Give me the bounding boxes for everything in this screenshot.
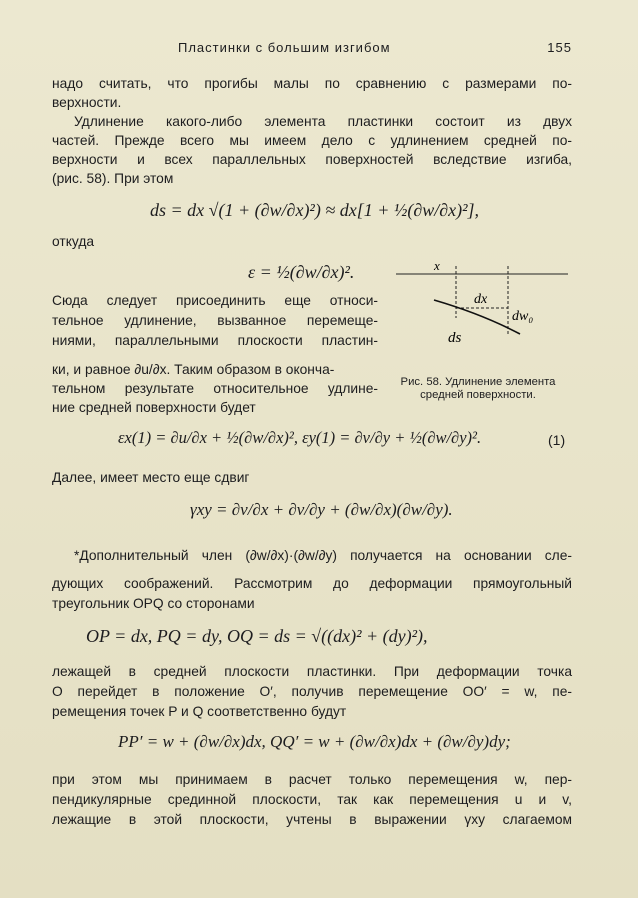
- label-ds: ds: [448, 330, 462, 346]
- label-dw: dw₀: [512, 309, 534, 324]
- text-line: O перейдет в положение O′, получив перемещение OO′ = w, пе-: [52, 684, 572, 699]
- running-title: Пластинки с большим изгибом: [178, 40, 391, 55]
- footnote-line: *Дополнительный член (∂w/∂x)·(∂w/∂y) получается на основании сле-: [74, 548, 572, 563]
- text-line: частей. Прежде всего мы имеем дело с удлинением средней по-: [52, 133, 572, 148]
- text-line: тельное удлинение, вызванное перемеще-: [52, 313, 378, 328]
- equation-displacements: PP′ = w + (∂w/∂x)dx, QQ′ = w + (∂w/∂x)dx + (∂w/∂y)dy;: [118, 732, 511, 751]
- text-line: пендикулярные срединной плоскости, так как перемещения u и v,: [52, 792, 572, 807]
- text-line: (рис. 58). При этом: [52, 171, 174, 186]
- equation-number: (1): [548, 432, 566, 448]
- text-line: Удлинение какого-либо элемента пластинки состоит из двух: [74, 114, 572, 129]
- text-line: при этом мы принимаем в расчет только перемещения w, пер-: [52, 772, 572, 787]
- equation-ds: ds = dx √(1 + (∂w/∂x)²) ≈ dx[1 + ½(∂w/∂x)²],: [150, 200, 480, 220]
- label-dx: dx: [474, 292, 488, 307]
- running-header: [40, 40, 598, 62]
- page-number: 155: [547, 40, 572, 55]
- text-line: ниями, параллельными плоскости пластин-: [52, 333, 378, 348]
- figure-caption: Рис. 58. Удлинение элемента средней поверхности.: [400, 376, 556, 401]
- text-line: ремещения точек P и Q соответственно будут: [52, 704, 347, 719]
- text-line: надо считать, что прогибы малы по сравнению с размерами по-: [52, 76, 572, 91]
- text-line: откуда: [52, 234, 95, 249]
- equation-gamma: γxy = ∂v/∂x + ∂v/∂y + (∂w/∂x)(∂w/∂y).: [190, 500, 453, 519]
- text-line: ки, и равное ∂u/∂x. Таким образом в оконча-: [52, 362, 335, 377]
- text-line: треугольник OPQ со сторонами: [52, 596, 255, 611]
- text-line: дующих соображений. Рассмотрим до деформации прямоугольный: [52, 576, 572, 591]
- text-line: Сюда следует присоединить еще относи-: [52, 293, 378, 308]
- text-line: тельном результате относительное удлине-: [52, 381, 378, 396]
- text-line: ние средней поверхности будет: [52, 400, 256, 415]
- label-x: x: [434, 258, 440, 273]
- equation-epsilon: ε = ½(∂w/∂x)².: [248, 262, 355, 282]
- text-line: лежащей в средней плоскости пластинки. При деформации точка: [52, 664, 572, 679]
- text-line: верхности и всех параллельных поверхностей вследствие изгиба,: [52, 152, 572, 167]
- text-line: лежащие в этой плоскости, учтены в выражении γxy слагаемом: [52, 812, 572, 827]
- text-line: Далее, имеет место еще сдвиг: [52, 470, 250, 485]
- text-line: верхности.: [52, 95, 122, 110]
- figure-58: [392, 256, 572, 366]
- equation-sides: OP = dx, PQ = dy, OQ = ds = √((dx)² + (dy)²),: [86, 626, 428, 646]
- equation-strains: εx(1) = ∂u/∂x + ½(∂w/∂x)², εy(1) = ∂v/∂y + ½(∂w/∂y)².: [118, 428, 482, 447]
